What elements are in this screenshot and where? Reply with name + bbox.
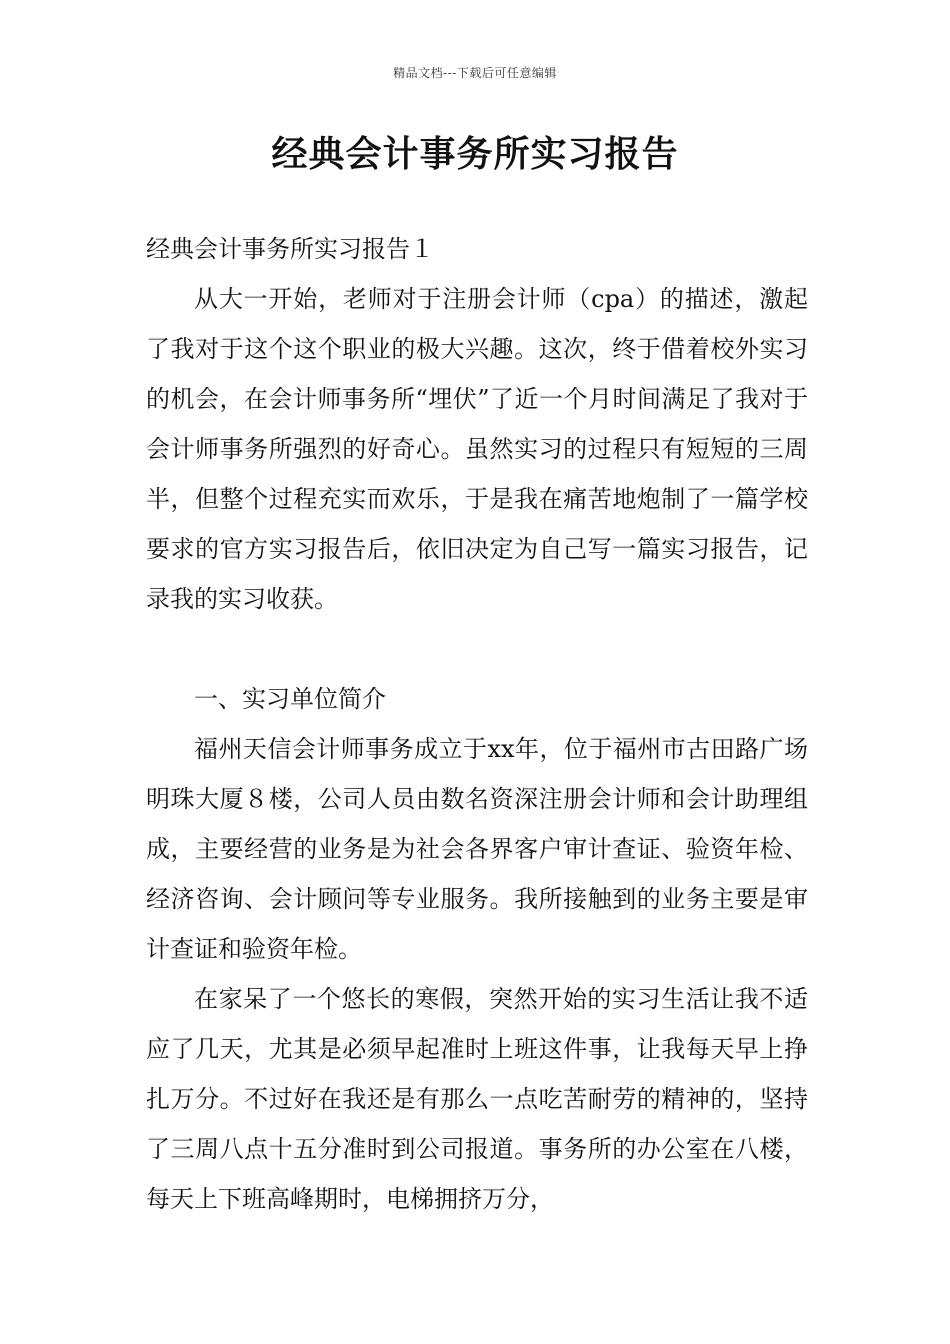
header-note: 精品文档---下载后可任意编辑 [393, 66, 557, 80]
section-paragraph-2: 在家呆了一个悠长的寒假，突然开始的实习生活让我不适应了几天，尤其是必须早起准时上班这件事，让我每天早上挣扎万分。不过好在我还是有那么一点吃苦耐劳的精神的，坚持了三周八点十五分准时到公司报道。事务所的办公室在八楼，每天上下班高峰期时，电梯拥挤万分， [146, 985, 808, 1213]
intro-paragraph: 从大一开始，老师对于注册会计师（cpa）的描述，激起了我对于这个这个职业的极大兴趣。这次，终于借着校外实习的机会，在会计师事务所“埋伏”了近一个月时间满足了我对于会计师事务所强烈的好奇心。虽然实习的过程只有短短的三周半，但整个过程充实而欢乐，于是我在痛苦地炮制了一篇学校要求的官方实习报告后，依旧决定为自己写一篇实习报告，记录我的实习收获。 [146, 285, 808, 613]
section-heading: 一、实习单位简介 [194, 685, 386, 713]
subtitle: 经典会计事务所实习报告１ [146, 235, 434, 263]
document-title: 经典会计事务所实习报告 [271, 133, 679, 175]
document-body [146, 224, 808, 1224]
section-paragraph-1: 福州天信会计师事务成立于xx年，位于福州市古田路广场明珠大厦８楼，公司人员由数名资深注册会计师和会计助理组成，主要经营的业务是为社会各界客户审计查证、验资年检、经济咨询、会计顾问等专业服务。我所接触到的业务主要是审计查证和验资年检。 [146, 735, 808, 963]
